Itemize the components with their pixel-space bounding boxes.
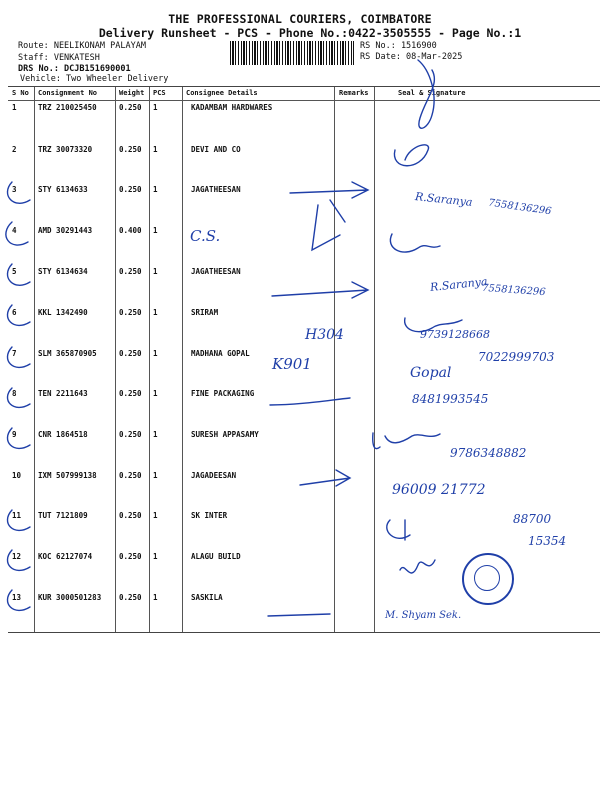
handwritten-receiver: R.Saranya — [429, 275, 489, 294]
handwritten-receiver: R.Saranya — [414, 190, 474, 209]
cell-consignee: JAGATHEESAN — [191, 267, 241, 276]
cell-consignee: KADAMBAM HARDWARES — [191, 103, 273, 112]
cell-pcs: 1 — [153, 103, 158, 112]
rs-date: RS Date: 08-Mar-2025 — [360, 52, 463, 62]
cell-weight: 0.250 — [119, 430, 142, 439]
handwritten-phone: 96009 21772 — [392, 482, 486, 498]
cell-weight: 0.250 — [119, 389, 142, 398]
cell-sno: 11 — [12, 511, 22, 520]
cell-consignment: TUT 7121809 — [38, 511, 88, 520]
cell-weight: 0.250 — [119, 308, 142, 317]
cell-pcs: 1 — [153, 552, 158, 561]
cell-sno: 13 — [12, 593, 22, 602]
handwritten-receiver: M. Shyam Sek. — [385, 610, 462, 621]
cell-consignment: TRZ 30073320 — [38, 145, 93, 154]
cell-pcs: 1 — [153, 185, 158, 194]
barcode-image — [230, 41, 354, 65]
cell-weight: 0.250 — [119, 511, 142, 520]
handwritten-phone: 8481993545 — [412, 392, 489, 406]
cell-consignee: FINE PACKAGING — [191, 389, 255, 398]
header-divider — [8, 100, 600, 101]
handwritten-note: C.S. — [190, 227, 221, 245]
handwritten-phone: 9739128668 — [420, 328, 490, 341]
cell-pcs: 1 — [153, 267, 158, 276]
cell-consignee: ALAGU BUILD — [191, 552, 241, 561]
table-row — [8, 103, 600, 144]
handwritten-phone: 7558136296 — [481, 282, 546, 299]
cell-pcs: 1 — [153, 593, 158, 602]
cell-consignment: KKL 1342490 — [38, 308, 88, 317]
handwritten-number: 88700 — [513, 512, 552, 526]
cell-pcs: 1 — [153, 349, 158, 358]
cell-consignee: DEVI AND CO — [191, 145, 241, 154]
cell-consignment: KUR 3000501283 — [38, 593, 102, 602]
cell-sno: 2 — [12, 145, 17, 154]
route-line: Route: NEELIKONAM PALAYAM — [18, 41, 146, 51]
cell-sno: 10 — [12, 471, 22, 480]
table-row — [8, 308, 600, 349]
cell-weight: 0.250 — [119, 471, 142, 480]
header-consignment: Consignment No — [38, 89, 98, 97]
company-title: THE PROFESSIONAL COURIERS, COIMBATORE — [168, 12, 432, 26]
cell-sno: 6 — [12, 308, 17, 317]
table-row — [8, 593, 600, 634]
cell-consignee: SURESH APPASAMY — [191, 430, 259, 439]
handwritten-phone: 9786348882 — [450, 446, 527, 460]
cell-consignment: AMD 30291443 — [38, 226, 93, 235]
cell-sno: 5 — [12, 267, 17, 276]
cell-pcs: 1 — [153, 389, 158, 398]
header-sno: S No — [12, 89, 29, 97]
cell-weight: 0.250 — [119, 185, 142, 194]
cell-pcs: 1 — [153, 430, 158, 439]
cell-pcs: 1 — [153, 145, 158, 154]
handwritten-phone: 7558136296 — [487, 197, 553, 218]
cell-weight: 0.250 — [119, 349, 142, 358]
cell-consignment: STY 6134633 — [38, 185, 88, 194]
staff-line: Staff: VENKATESH — [18, 53, 100, 63]
header-seal: Seal & Signature — [398, 89, 466, 97]
header-weight: Weight — [119, 89, 145, 97]
handwritten-number: 15354 — [528, 534, 567, 548]
cell-pcs: 1 — [153, 226, 158, 235]
cell-sno: 3 — [12, 185, 17, 194]
cell-consignee: SRIRAM — [191, 308, 219, 317]
cell-consignment: SLM 365870905 — [38, 349, 97, 358]
cell-consignee: JAGATHEESAN — [191, 185, 241, 194]
rs-number: RS No.: 1516900 — [360, 41, 437, 51]
header-remarks: Remarks — [339, 89, 369, 97]
cell-sno: 1 — [12, 103, 17, 112]
cell-weight: 0.250 — [119, 267, 142, 276]
header-consignee: Consignee Details — [186, 89, 258, 97]
drs-line: DRS No.: DCJB151690001 — [18, 64, 131, 74]
table-row — [8, 145, 600, 186]
cell-pcs: 1 — [153, 308, 158, 317]
cell-consignment: IXM 507999138 — [38, 471, 97, 480]
seal-inner-ring — [474, 565, 500, 591]
handwritten-phone: 7022999703 — [478, 350, 555, 364]
cell-sno: 7 — [12, 349, 17, 358]
cell-consignment: TRZ 210025450 — [38, 103, 97, 112]
cell-consignee: SK INTER — [191, 511, 228, 520]
cell-consignee: MADHANA GOPAL — [191, 349, 250, 358]
table-row — [8, 226, 600, 267]
cell-consignee: SASKILA — [191, 593, 223, 602]
handwritten-note: K901 — [272, 355, 312, 373]
cell-weight: 0.250 — [119, 103, 142, 112]
table-row — [8, 389, 600, 430]
cell-pcs: 1 — [153, 511, 158, 520]
cell-sno: 12 — [12, 552, 22, 561]
cell-weight: 0.250 — [119, 145, 142, 154]
cell-weight: 0.250 — [119, 552, 142, 561]
handwritten-receiver: Gopal — [410, 365, 452, 381]
cell-sno: 9 — [12, 430, 17, 439]
cell-consignment: STY 6134634 — [38, 267, 88, 276]
runsheet-subtitle: Delivery Runsheet - PCS - Phone No.:0422-3505555 - Page No.:1 — [98, 26, 522, 40]
cell-consignment: CNR 1864518 — [38, 430, 88, 439]
company-seal-stamp — [462, 553, 514, 605]
cell-weight: 0.250 — [119, 593, 142, 602]
table-row — [8, 471, 600, 512]
cell-weight: 0.400 — [119, 226, 142, 235]
header-pcs: PCS — [153, 89, 166, 97]
table-row — [8, 511, 600, 552]
handwritten-note: H304 — [305, 327, 344, 343]
cell-pcs: 1 — [153, 471, 158, 480]
cell-consignment: TEN 2211643 — [38, 389, 88, 398]
vehicle-line: Vehicle: Two Wheeler Delivery — [20, 74, 169, 84]
cell-consignment: KOC 62127074 — [38, 552, 93, 561]
cell-sno: 8 — [12, 389, 17, 398]
cell-sno: 4 — [12, 226, 17, 235]
cell-consignee: JAGADEESAN — [191, 471, 237, 480]
